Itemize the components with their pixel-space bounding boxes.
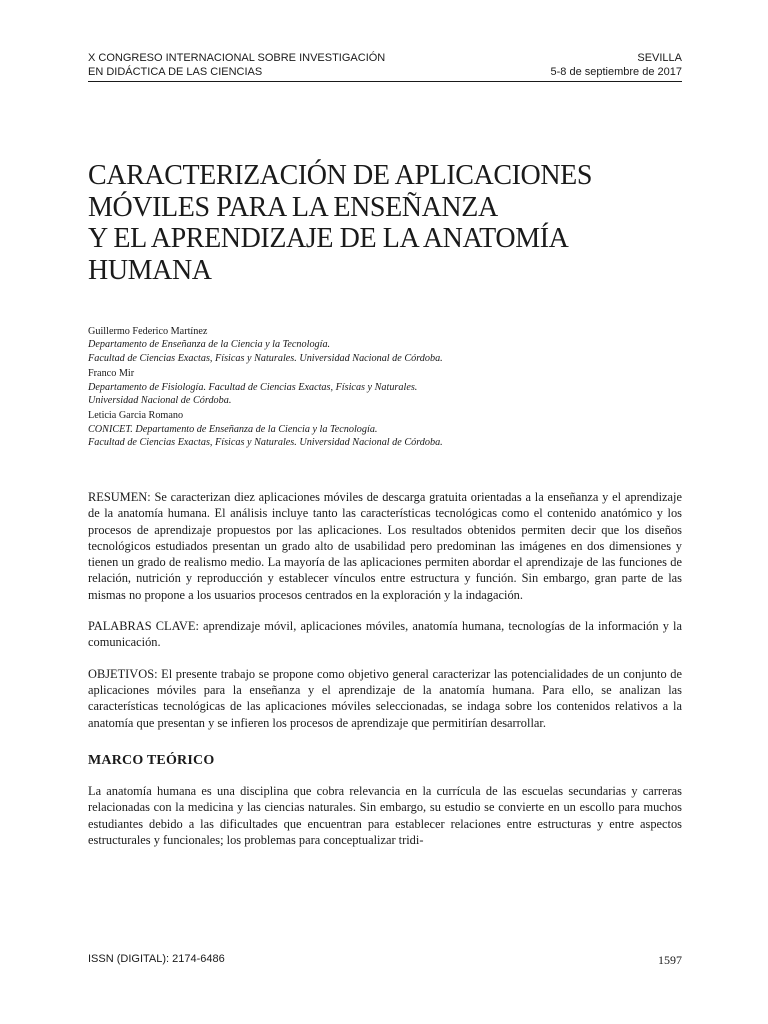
paper-title bbox=[88, 160, 688, 286]
title-line: CARACTERIZACIÓN DE APLICACIONES bbox=[88, 160, 593, 191]
page-footer bbox=[88, 953, 682, 968]
author-affiliation: CONICET. Departamento de Enseñanza de la Ciencia y la Tecnología. bbox=[88, 423, 378, 435]
paper-body bbox=[88, 489, 682, 863]
author-block bbox=[88, 367, 682, 407]
author-affiliation: Departamento de Enseñanza de la Ciencia y la Tecnología. bbox=[88, 339, 331, 351]
header-city: SEVILLA bbox=[637, 52, 682, 64]
author-block bbox=[88, 325, 682, 365]
author-affiliation: Universidad Nacional de Córdoba. bbox=[88, 395, 232, 407]
author-block bbox=[88, 409, 682, 449]
page-number: 1597 bbox=[658, 953, 682, 967]
author-list bbox=[88, 325, 682, 452]
author-affiliation: Departamento de Fisiología. Facultad de Ciencias Exactas, Físicas y Naturales. bbox=[88, 381, 418, 393]
header-conference-line1: X CONGRESO INTERNACIONAL SOBRE INVESTIGACIÓN bbox=[88, 52, 386, 64]
author-name: Guillermo Federico Martínez bbox=[88, 326, 208, 337]
running-header bbox=[88, 51, 682, 82]
title-line: Y EL APRENDIZAJE DE LA ANATOMÍA bbox=[88, 223, 569, 254]
header-conference bbox=[88, 51, 385, 79]
title-line: MÓVILES PARA LA ENSEÑANZA bbox=[88, 191, 498, 223]
keywords-paragraph: PALABRAS CLAVE: aprendizaje móvil, aplicaciones móviles, anatomía humana, tecnologías de la información y la comunicación. bbox=[88, 619, 682, 650]
body-paragraph: La anatomía humana es una disciplina que cobra relevancia en la currícula de las escuelas secundarias y carreras relacionadas con la medicina y las ciencias naturales. Sin embargo, su estudio se convierte en un escollo para muchos estudiantes debido a las dificultades que encuentran para establecer relaciones entre estructuras y entre aspectos estructurales y funcionales; los problemas para conceptualizar tridi- bbox=[88, 784, 682, 848]
header-date: 5-8 de septiembre de 2017 bbox=[550, 66, 682, 78]
title-line: HUMANA bbox=[88, 254, 212, 286]
author-affiliation: Facultad de Ciencias Exactas, Físicas y Naturales. Universidad Nacional de Córdoba. bbox=[88, 437, 443, 449]
footer-issn: ISSN (DIGITAL): 2174-6486 bbox=[88, 953, 225, 965]
objectives-paragraph: OBJETIVOS: El presente trabajo se propone como objetivo general caracterizar las potencialidades de un conjunto de aplicaciones móviles para la enseñanza y el aprendizaje de la anatomía humana. Para ello, se analizan las características tecnológicas de las aplicaciones móviles seleccionadas, se indaga sobre los contenidos relativos a la anatomía que presentan y se infieren los procesos de aprendizaje que permitirían desarrollar. bbox=[88, 666, 682, 730]
header-conference-line2: EN DIDÁCTICA DE LAS CIENCIAS bbox=[88, 66, 263, 78]
author-name: Franco Mir bbox=[88, 368, 135, 380]
author-affiliation: Facultad de Ciencias Exactas, Físicas y Naturales. Universidad Nacional de Córdoba. bbox=[88, 352, 443, 364]
header-location-date bbox=[551, 51, 682, 79]
section-heading: MARCO TEÓRICO bbox=[88, 752, 215, 768]
abstract-paragraph: RESUMEN: Se caracterizan diez aplicaciones móviles de descarga gratuita orientadas a la enseñanza y el aprendizaje de la anatomía humana. El análisis incluye tanto las características tecnológicas como el contenido anatómico y los procesos de aprendizaje propuestos por las aplicaciones. Los resultados obtenidos permiten decir que los diseños tecnológicos estudiados presentan un grado alto de usabilidad pero predominan las imágenes en dos dimensiones y tienen un grado de realismo medio. La mayoría de las aplicaciones permiten abordar el aprendizaje de las funciones de relación, nutrición y reproducción y establecer vínculos entre estructura y función. Sin embargo, gran parte de las mismas no propone a los usuarios procesos centrados en la exploración y la indagación. bbox=[88, 490, 682, 602]
author-name: Leticia Garcia Romano bbox=[88, 410, 184, 422]
